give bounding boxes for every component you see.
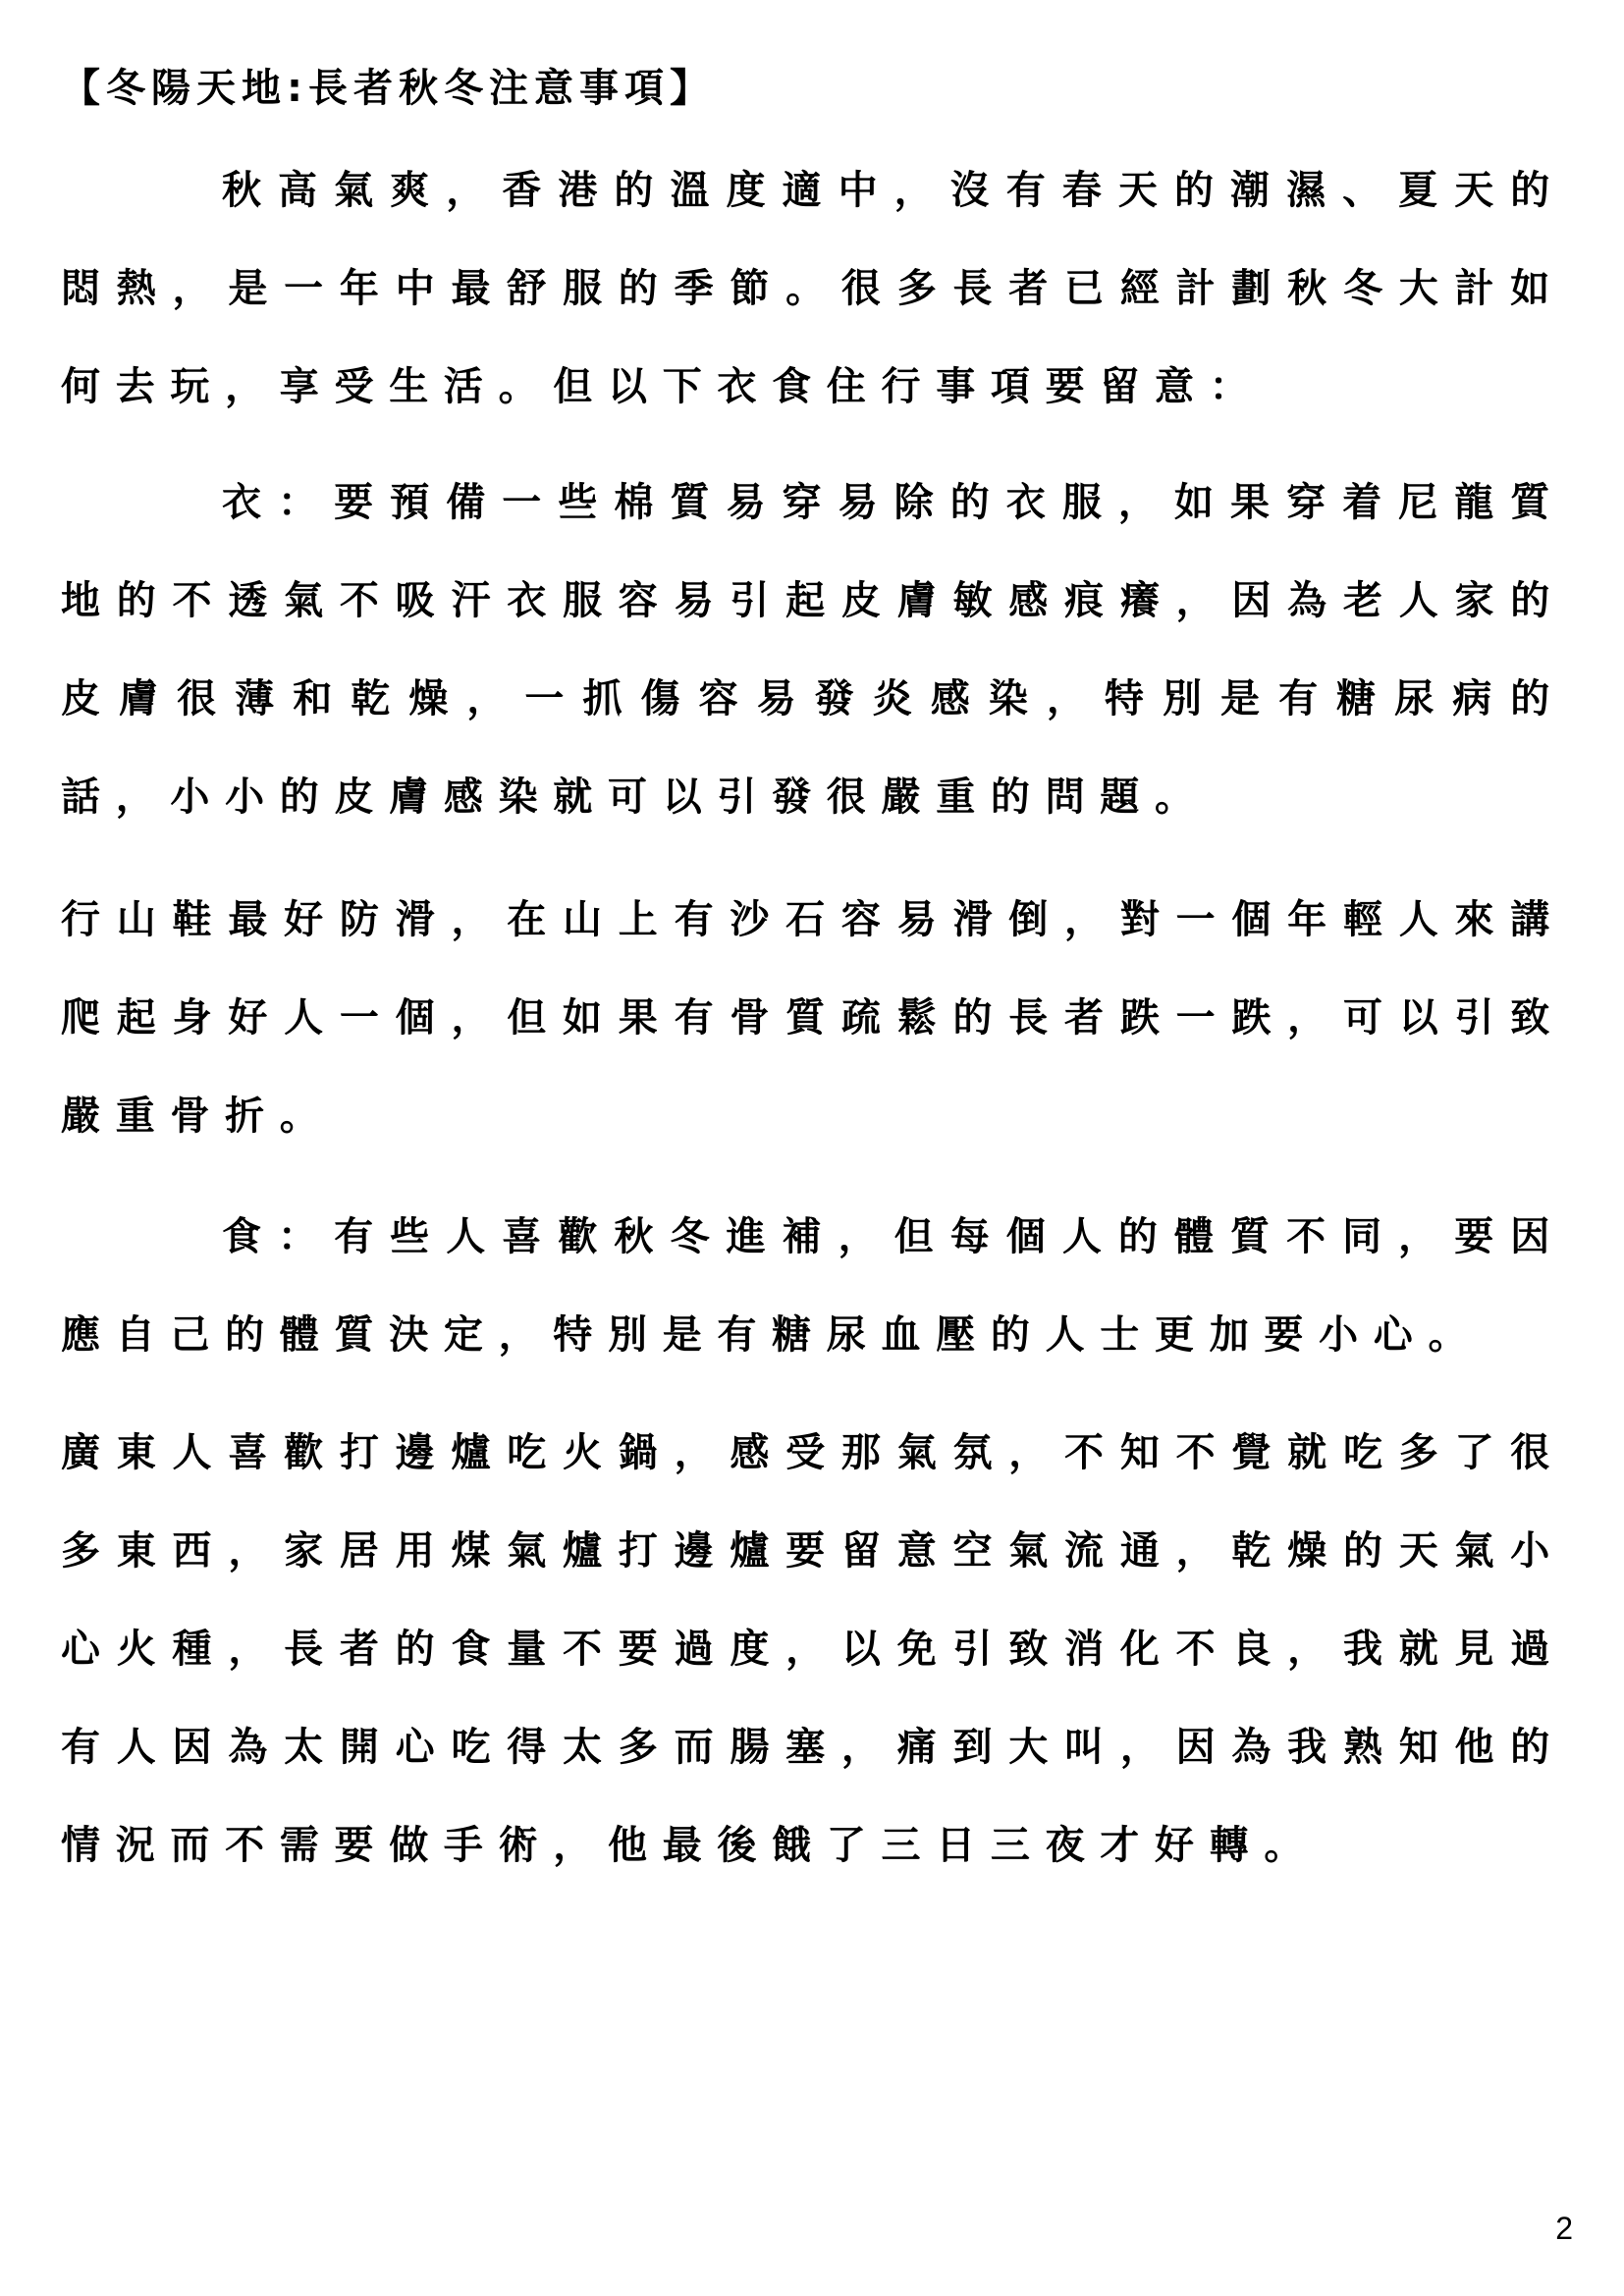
clothing-paragraph: 衣：要預備一些棉質易穿易除的衣服，如果穿着尼龍質地的不透氣不吸汗衣服容易引起皮膚敏感痕癢，因為老人家的皮膚很薄和乾燥，一抓傷容易發炎感染，特別是有糖尿病的話，小小的皮膚感染就可以引發很嚴重的問題。 [61, 480, 1565, 820]
food-paragraph: 食：有些人喜歡秋冬進補，但每個人的體質不同，要因應自己的體質決定，特別是有糖尿血壓的人士更加要小心。 [61, 1214, 1565, 1358]
document-title: 【冬陽天地:長者秋冬注意事項】 [61, 66, 715, 111]
hotpot-paragraph: 廣東人喜歡打邊爐吃火鍋，感受那氣氛，不知不覺就吃多了很多東西，家居用煤氣爐打邊爐要留意空氣流通，乾燥的天氣小心火種，長者的食量不要過度，以免引致消化不良，我就見過有人因為太開心吃得太多而腸塞，痛到大叫，因為我熟知他的情況而不需要做手術，他最後餓了三日三夜才好轉。 [61, 1430, 1565, 1868]
page-number: 2 [1555, 2211, 1573, 2246]
hiking-shoes-paragraph: 行山鞋最好防滑，在山上有沙石容易滑倒，對一個年輕人來講爬起身好人一個，但如果有骨質疏鬆的長者跌一跌，可以引致嚴重骨折。 [61, 897, 1565, 1139]
intro-paragraph: 秋高氣爽，香港的溫度適中，沒有春天的潮濕、夏天的悶熱，是一年中最舒服的季節。很多長者已經計劃秋冬大計如何去玩，享受生活。但以下衣食住行事項要留意： [61, 168, 1565, 409]
